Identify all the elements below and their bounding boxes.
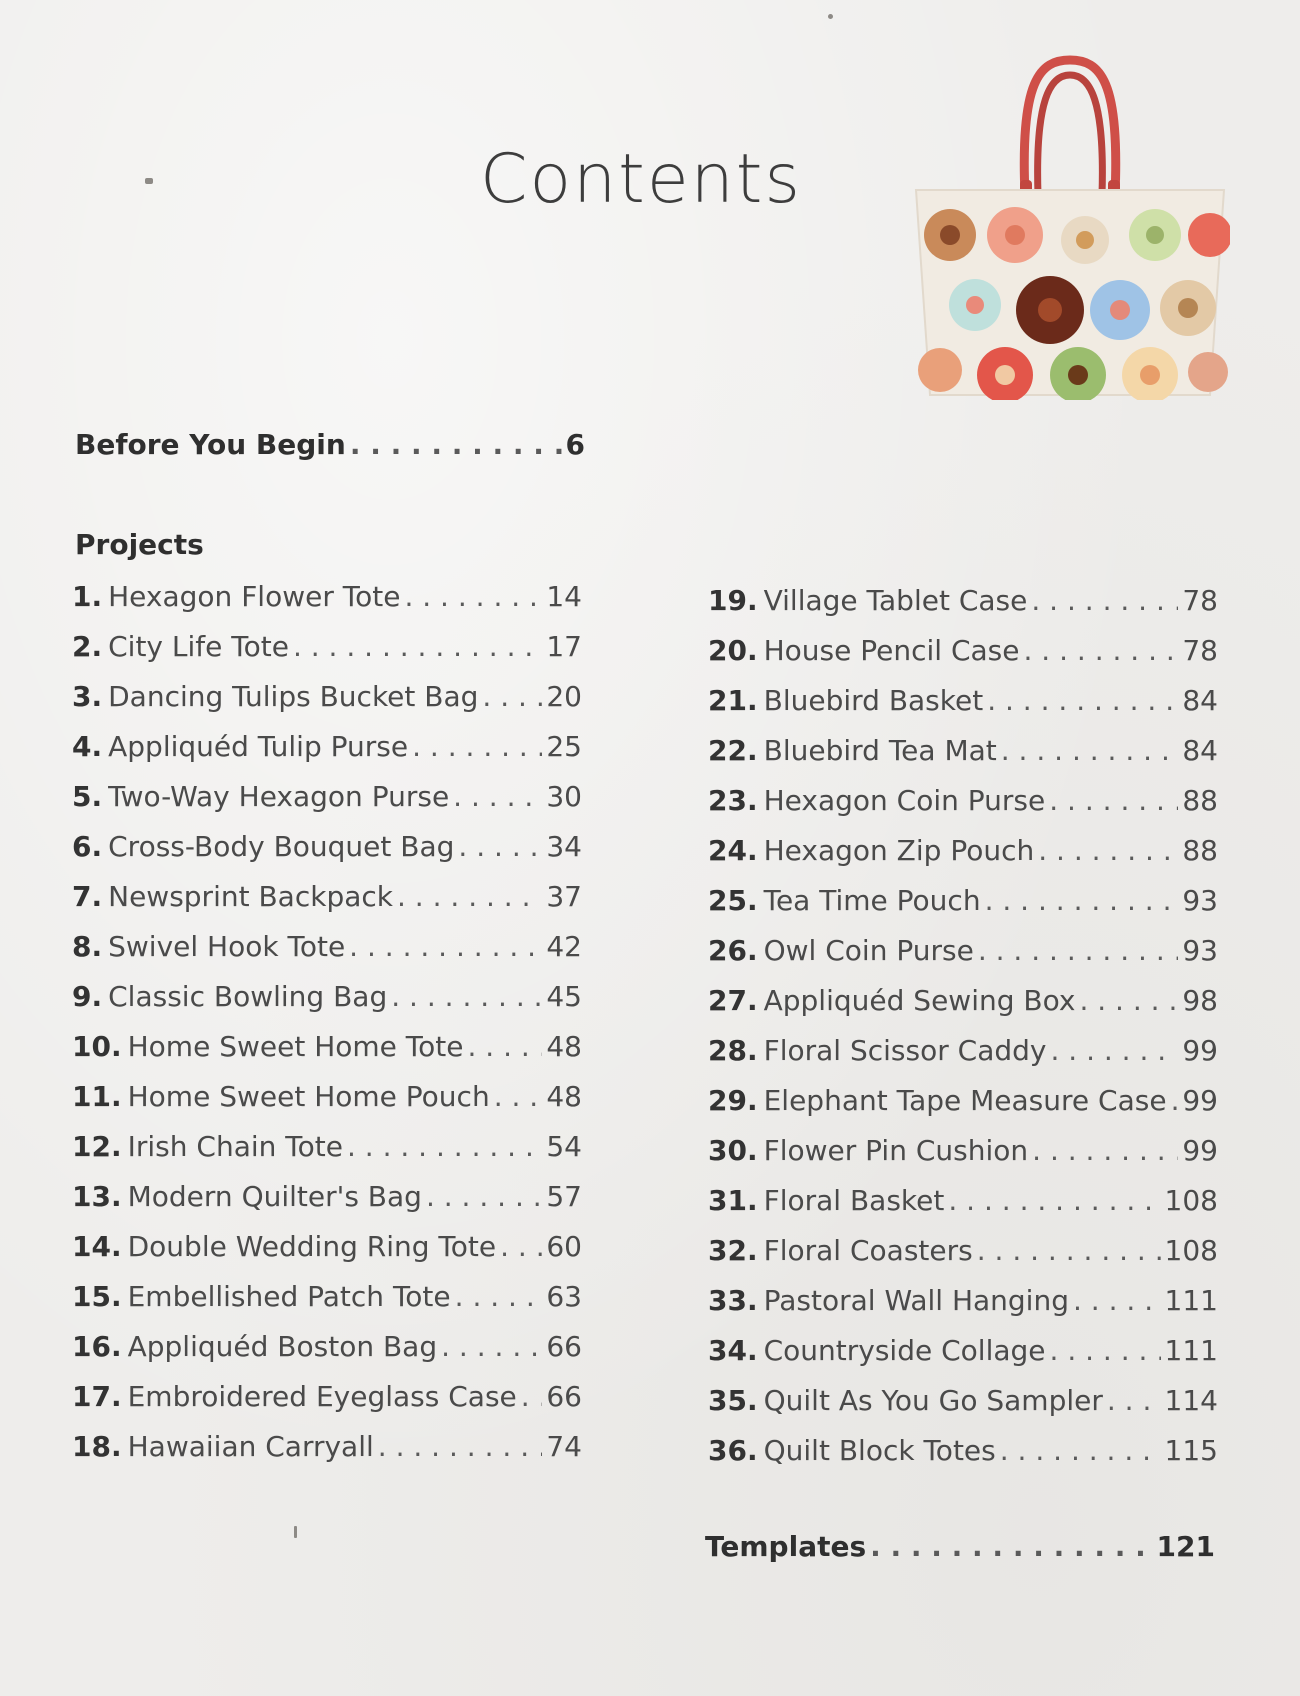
toc-entry[interactable] xyxy=(72,1080,582,1120)
toc-label: Flower Pin Cushion xyxy=(763,1134,1029,1167)
toc-label: Quilt As You Go Sampler xyxy=(763,1384,1103,1417)
toc-number: 9. xyxy=(72,980,103,1013)
toc-label: Tea Time Pouch xyxy=(763,884,981,917)
dot-leader xyxy=(350,428,562,461)
toc-label: Floral Coasters xyxy=(763,1234,973,1267)
dot-leader xyxy=(1000,1434,1161,1467)
toc-label: Owl Coin Purse xyxy=(763,934,974,967)
toc-label: Appliquéd Boston Bag xyxy=(127,1330,438,1363)
toc-label: Countryside Collage xyxy=(763,1334,1046,1367)
toc-label: Embroidered Eyeglass Case xyxy=(127,1380,517,1413)
toc-entry[interactable] xyxy=(72,730,582,770)
toc-page: 93 xyxy=(1182,934,1218,967)
dot-leader xyxy=(453,780,542,813)
toc-number: 26. xyxy=(708,934,758,967)
toc-number: 5. xyxy=(72,780,103,813)
toc-label: Bluebird Basket xyxy=(763,684,984,717)
dot-leader xyxy=(293,630,542,663)
dot-leader xyxy=(1073,1284,1161,1317)
dot-leader xyxy=(412,730,542,763)
dot-leader xyxy=(948,1184,1160,1217)
toc-number: 1. xyxy=(72,580,103,613)
toc-page: 98 xyxy=(1182,984,1218,1017)
dot-leader xyxy=(347,1130,542,1163)
toc-label: Quilt Block Totes xyxy=(763,1434,996,1467)
toc-number: 8. xyxy=(72,930,103,963)
dot-leader xyxy=(1107,1384,1161,1417)
toc-page: 34 xyxy=(546,830,582,863)
dot-leader xyxy=(977,1234,1161,1267)
toc-page: 99 xyxy=(1182,1084,1218,1117)
toc-entry[interactable] xyxy=(708,934,1218,974)
page-title: Contents xyxy=(480,140,802,219)
tote-bag-illustration xyxy=(910,40,1230,400)
toc-page: 25 xyxy=(546,730,582,763)
dot-leader xyxy=(426,1180,542,1213)
toc-entry[interactable] xyxy=(72,1280,582,1320)
toc-page: 20 xyxy=(546,680,582,713)
toc-page: 6 xyxy=(565,428,585,461)
toc-label: Appliquéd Tulip Purse xyxy=(108,730,409,763)
toc-page: 84 xyxy=(1182,684,1218,717)
toc-number: 17. xyxy=(72,1380,122,1413)
toc-entry[interactable] xyxy=(708,1184,1218,1224)
toc-number: 12. xyxy=(72,1130,122,1163)
dot-leader xyxy=(494,1080,543,1113)
toc-page: 121 xyxy=(1156,1530,1215,1563)
toc-page: 66 xyxy=(546,1380,582,1413)
toc-label: Village Tablet Case xyxy=(763,584,1028,617)
dot-leader xyxy=(1038,834,1178,867)
toc-page: 60 xyxy=(546,1230,582,1263)
toc-page: 74 xyxy=(546,1430,582,1463)
toc-before-you-begin[interactable] xyxy=(75,428,585,468)
toc-entry[interactable] xyxy=(708,784,1218,824)
toc-page: 57 xyxy=(546,1180,582,1213)
toc-entry[interactable] xyxy=(72,1130,582,1170)
toc-number: 28. xyxy=(708,1034,758,1067)
toc-page: 114 xyxy=(1164,1384,1218,1417)
toc-number: 3. xyxy=(72,680,103,713)
dot-leader xyxy=(500,1230,542,1263)
toc-entry[interactable] xyxy=(708,684,1218,724)
toc-label: Home Sweet Home Tote xyxy=(127,1030,464,1063)
toc-page: 99 xyxy=(1182,1034,1218,1067)
toc-number: 7. xyxy=(72,880,103,913)
toc-number: 16. xyxy=(72,1330,122,1363)
toc-number: 23. xyxy=(708,784,758,817)
toc-entry[interactable] xyxy=(708,984,1218,1024)
toc-number: 24. xyxy=(708,834,758,867)
toc-number: 15. xyxy=(72,1280,122,1313)
toc-number: 33. xyxy=(708,1284,758,1317)
toc-entry[interactable] xyxy=(72,1330,582,1370)
dot-leader xyxy=(1079,984,1178,1017)
toc-page: 108 xyxy=(1164,1184,1218,1217)
dot-leader xyxy=(1050,1034,1178,1067)
toc-entry[interactable] xyxy=(72,930,582,970)
toc-entry[interactable] xyxy=(72,1230,582,1270)
toc-number: 6. xyxy=(72,830,103,863)
toc-number: 22. xyxy=(708,734,758,767)
toc-entry[interactable] xyxy=(708,1334,1218,1374)
toc-label: Classic Bowling Bag xyxy=(108,980,388,1013)
toc-entry[interactable] xyxy=(708,884,1218,924)
toc-number: 31. xyxy=(708,1184,758,1217)
toc-entry[interactable] xyxy=(708,1384,1218,1424)
toc-number: 36. xyxy=(708,1434,758,1467)
toc-page: 48 xyxy=(546,1080,582,1113)
toc-label: Embellished Patch Tote xyxy=(127,1280,451,1313)
toc-number: 19. xyxy=(708,584,758,617)
toc-label: City Life Tote xyxy=(108,630,289,663)
toc-entry[interactable] xyxy=(708,734,1218,774)
toc-entry[interactable] xyxy=(708,1084,1218,1124)
dot-leader xyxy=(978,934,1179,967)
toc-page: 115 xyxy=(1164,1434,1218,1467)
dot-leader xyxy=(1031,584,1178,617)
toc-entry[interactable] xyxy=(708,834,1218,874)
toc-label: Hexagon Coin Purse xyxy=(763,784,1046,817)
toc-entry[interactable] xyxy=(72,780,582,820)
toc-entry[interactable] xyxy=(72,580,582,620)
toc-page: 48 xyxy=(546,1030,582,1063)
toc-label: Elephant Tape Measure Case xyxy=(763,1084,1167,1117)
toc-entry[interactable] xyxy=(708,1034,1218,1074)
toc-page: 78 xyxy=(1182,584,1218,617)
toc-label: Templates xyxy=(705,1530,867,1563)
toc-entry[interactable] xyxy=(708,1284,1218,1324)
toc-entry[interactable] xyxy=(72,1380,582,1420)
dot-leader xyxy=(1171,1084,1179,1117)
dot-leader xyxy=(1032,1134,1178,1167)
toc-entry[interactable] xyxy=(708,1234,1218,1274)
toc-label: Pastoral Wall Hanging xyxy=(763,1284,1069,1317)
toc-entry[interactable] xyxy=(708,584,1218,624)
toc-label: House Pencil Case xyxy=(763,634,1020,667)
dot-leader xyxy=(985,884,1179,917)
dot-leader xyxy=(870,1530,1152,1563)
toc-label: Appliquéd Sewing Box xyxy=(763,984,1076,1017)
toc-number: 14. xyxy=(72,1230,122,1263)
toc-number: 29. xyxy=(708,1084,758,1117)
toc-label: Two-Way Hexagon Purse xyxy=(108,780,450,813)
toc-page: 84 xyxy=(1182,734,1218,767)
toc-number: 13. xyxy=(72,1180,122,1213)
toc-label: Modern Quilter's Bag xyxy=(127,1180,422,1213)
toc-entry[interactable] xyxy=(72,1030,582,1070)
toc-label: Hexagon Zip Pouch xyxy=(763,834,1035,867)
toc-number: 34. xyxy=(708,1334,758,1367)
section-heading-projects: Projects xyxy=(75,528,204,561)
toc-label: Home Sweet Home Pouch xyxy=(127,1080,490,1113)
toc-label: Double Wedding Ring Tote xyxy=(127,1230,497,1263)
toc-number: 27. xyxy=(708,984,758,1017)
dot-leader xyxy=(1001,734,1179,767)
toc-page: 14 xyxy=(546,580,582,613)
toc-page: 88 xyxy=(1182,834,1218,867)
toc-page: 37 xyxy=(546,880,582,913)
toc-page: 93 xyxy=(1182,884,1218,917)
dot-leader xyxy=(458,830,542,863)
toc-label: Hexagon Flower Tote xyxy=(108,580,401,613)
toc-entry[interactable] xyxy=(708,1134,1218,1174)
toc-entry[interactable] xyxy=(72,680,582,720)
toc-templates[interactable] xyxy=(705,1530,1215,1570)
toc-label: Hawaiian Carryall xyxy=(127,1430,374,1463)
toc-label: Irish Chain Tote xyxy=(127,1130,343,1163)
toc-page: 45 xyxy=(546,980,582,1013)
dot-leader xyxy=(397,880,542,913)
toc-label: Bluebird Tea Mat xyxy=(763,734,997,767)
toc-page: 54 xyxy=(546,1130,582,1163)
toc-label: Dancing Tulips Bucket Bag xyxy=(108,680,479,713)
toc-entry[interactable] xyxy=(708,634,1218,674)
dot-leader xyxy=(441,1330,542,1363)
toc-number: 11. xyxy=(72,1080,122,1113)
toc-number: 21. xyxy=(708,684,758,717)
toc-page: 17 xyxy=(546,630,582,663)
toc-label: Floral Basket xyxy=(763,1184,945,1217)
toc-page: 111 xyxy=(1164,1334,1218,1367)
dot-leader xyxy=(404,580,542,613)
toc-number: 25. xyxy=(708,884,758,917)
toc-entry[interactable] xyxy=(708,1434,1218,1474)
toc-page: 30 xyxy=(546,780,582,813)
toc-number: 2. xyxy=(72,630,103,663)
dot-leader xyxy=(987,684,1178,717)
toc-page: 42 xyxy=(546,930,582,963)
toc-number: 4. xyxy=(72,730,103,763)
toc-entry[interactable] xyxy=(72,880,582,920)
toc-page: 88 xyxy=(1182,784,1218,817)
dot-leader xyxy=(1049,784,1178,817)
toc-entry[interactable] xyxy=(72,1180,582,1220)
dot-leader xyxy=(521,1380,543,1413)
toc-entry[interactable] xyxy=(72,830,582,870)
toc-number: 30. xyxy=(708,1134,758,1167)
toc-number: 18. xyxy=(72,1430,122,1463)
toc-number: 35. xyxy=(708,1384,758,1417)
dot-leader xyxy=(455,1280,543,1313)
toc-page: 63 xyxy=(546,1280,582,1313)
toc-number: 10. xyxy=(72,1030,122,1063)
toc-page: 66 xyxy=(546,1330,582,1363)
toc-label: Before You Begin xyxy=(75,428,346,461)
toc-number: 20. xyxy=(708,634,758,667)
dot-leader xyxy=(378,1430,543,1463)
toc-label: Cross-Body Bouquet Bag xyxy=(108,830,455,863)
dot-leader xyxy=(1024,634,1179,667)
dot-leader xyxy=(467,1030,542,1063)
toc-page: 111 xyxy=(1164,1284,1218,1317)
toc-label: Newsprint Backpack xyxy=(108,880,393,913)
toc-number: 32. xyxy=(708,1234,758,1267)
toc-label: Swivel Hook Tote xyxy=(108,930,346,963)
toc-entry[interactable] xyxy=(72,630,582,670)
toc-entry[interactable] xyxy=(72,1430,582,1470)
toc-page: 108 xyxy=(1164,1234,1218,1267)
dot-leader xyxy=(391,980,542,1013)
toc-page: 78 xyxy=(1182,634,1218,667)
dot-leader xyxy=(1050,1334,1161,1367)
dot-leader xyxy=(349,930,542,963)
toc-entry[interactable] xyxy=(72,980,582,1020)
toc-page: 99 xyxy=(1182,1134,1218,1167)
toc-label: Floral Scissor Caddy xyxy=(763,1034,1047,1067)
dot-leader xyxy=(482,680,542,713)
